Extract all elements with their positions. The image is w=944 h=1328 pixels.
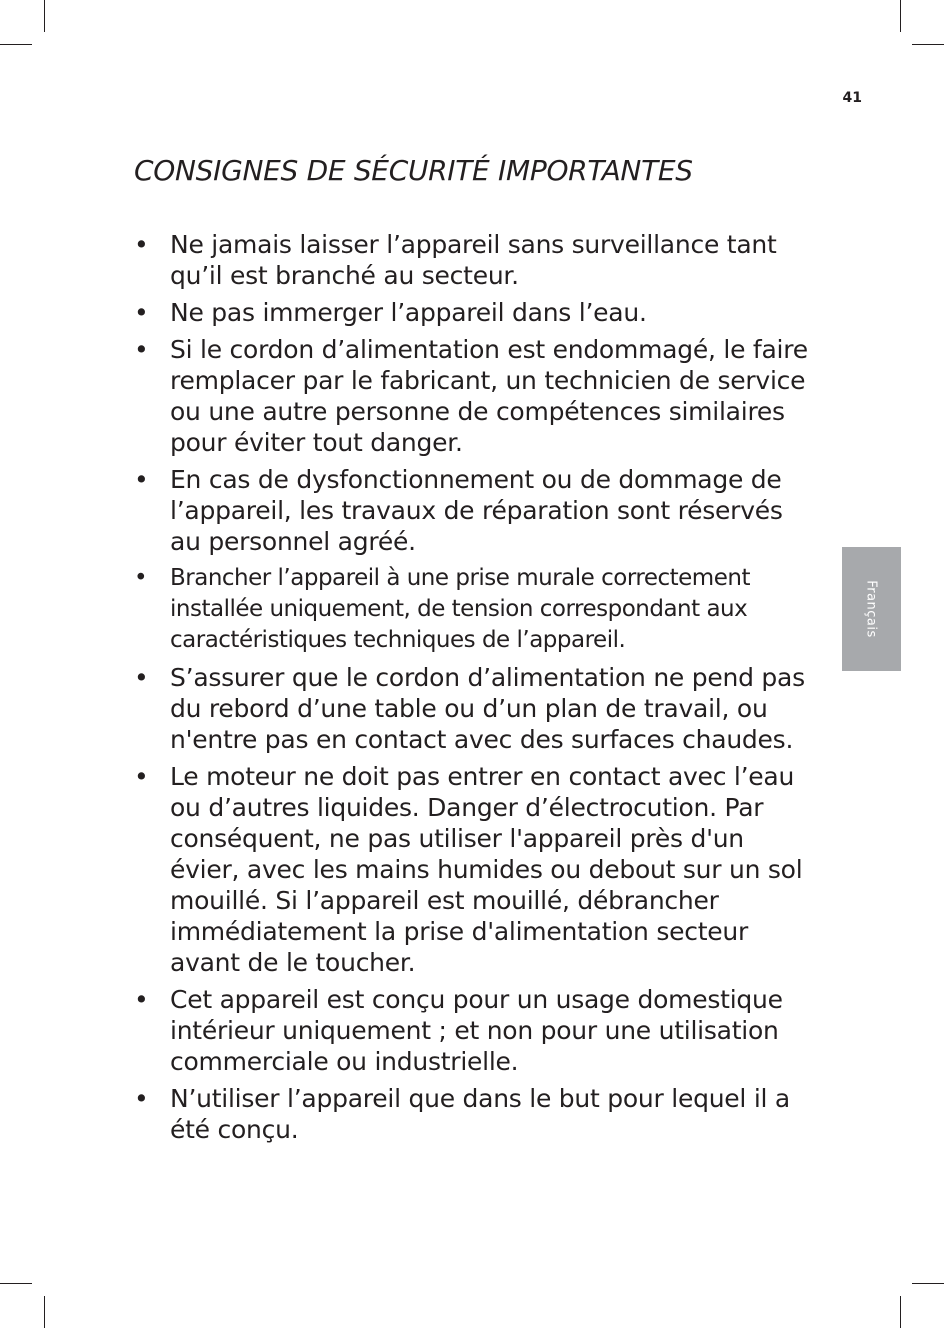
bullet-icon: • [134,335,149,364]
crop-mark-top-left-horizontal [0,44,32,45]
bullet-icon: • [134,565,148,591]
crop-mark-bottom-right-horizontal [912,1283,944,1284]
list-item [132,229,812,291]
list-item-text: Si le cordon d’alimentation est endommagé, le faire remplacer par le fabricant, un technicien de service ou une autre personne de compétences similaires pour éviter tout danger. [170,335,808,457]
section-title: CONSIGNES DE SÉCURITÉ IMPORTANTES [134,154,693,187]
language-tab [842,547,901,671]
list-item-text: N’utiliser l’appareil que dans le but pour lequel il a été conçu. [170,1084,790,1144]
list-item-text: En cas de dysfonctionnement ou de dommage de l’appareil, les travaux de réparation sont réservés au personnel agréé. [170,465,783,556]
bullet-icon: • [134,465,149,494]
bullet-icon: • [134,298,149,327]
safety-instructions-list [132,229,812,1145]
list-item [132,334,812,458]
crop-mark-top-right-horizontal [912,44,944,45]
list-item [132,662,812,755]
list-item [132,984,812,1077]
list-item-text: Ne pas immerger l’appareil dans l’eau. [170,298,647,327]
bullet-icon: • [134,663,149,692]
list-item [132,297,812,328]
language-tab-label: Français [863,580,879,638]
crop-mark-top-left-vertical [44,0,45,32]
page-number: 41 [842,90,862,106]
crop-mark-top-right-vertical [900,0,901,32]
crop-mark-bottom-right-vertical [900,1296,901,1328]
list-item [132,464,812,557]
list-item [132,1083,812,1145]
crop-mark-bottom-left-horizontal [0,1283,32,1284]
list-item-text: Brancher l’appareil à une prise murale correctement installée uniquement, de tension correspondant aux caractéristiques techniques de l’appareil. [170,565,750,653]
list-item-text: Ne jamais laisser l’appareil sans surveillance tant qu’il est branché au secteur. [170,230,777,290]
bullet-icon: • [134,762,149,791]
bullet-icon: • [134,985,149,1014]
list-item [132,761,812,978]
list-item-text: S’assurer que le cordon d’alimentation ne pend pas du rebord d’une table ou d’un plan de travail, ou n'entre pas en contact avec des surfaces chaudes. [170,663,805,754]
bullet-icon: • [134,1084,149,1113]
list-item-text: Cet appareil est conçu pour un usage domestique intérieur uniquement ; et non pour une utilisation commerciale ou industrielle. [170,985,783,1076]
list-item [132,563,812,656]
crop-mark-bottom-left-vertical [44,1296,45,1328]
list-item-text: Le moteur ne doit pas entrer en contact avec l’eau ou d’autres liquides. Danger d’électrocution. Par conséquent, ne pas utiliser l'appareil près d'un évier, avec les mains humides ou debout sur un sol mouillé. Si l’appareil est mouillé, débrancher immédiatement la prise d'alimentation secteur avant de le toucher. [170,762,803,977]
bullet-icon: • [134,230,149,259]
